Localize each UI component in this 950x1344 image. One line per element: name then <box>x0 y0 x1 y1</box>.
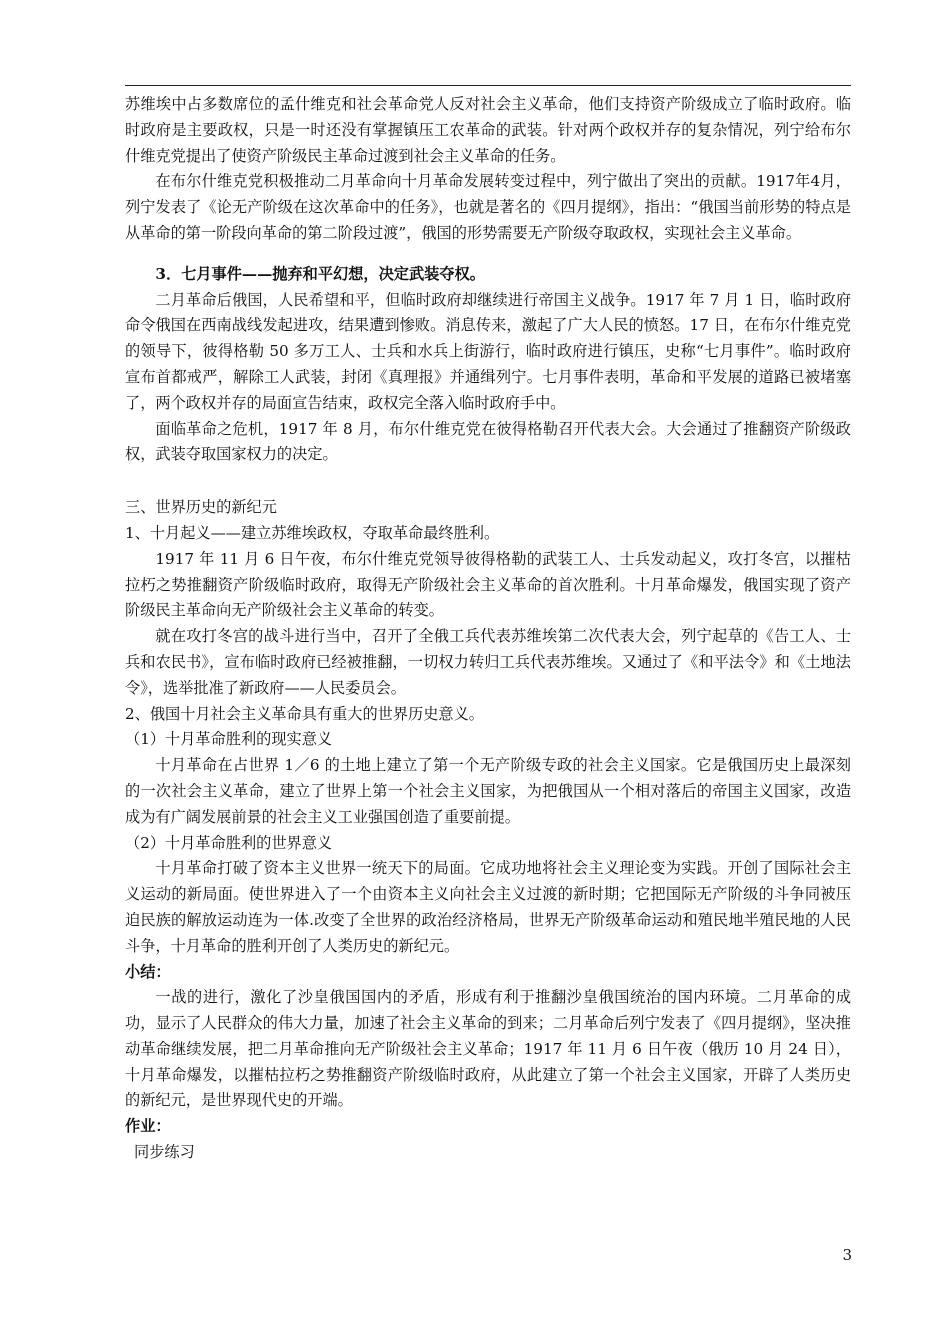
page-number: 3 <box>842 1246 852 1264</box>
document-body <box>125 92 851 1166</box>
paragraph-party-congress: 面临革命之危机，1917 年 8 月，布尔什维克党在彼得格勒召开代表大会。大会通过了推翻资产阶级政权，武装夺取国家权力的决定。 <box>125 419 851 464</box>
paragraph-soviet-congress: 就在攻打冬宫的战斗进行当中，召开了全俄工兵代表苏维埃第二次代表大会，列宁起草的《告工人、士兵和农民书》，宣布临时政府已经被推翻，一切权力转归工兵代表苏维埃。又通过了《和平法令》和《土地法令》，选举批准了新政府——人民委员会。 <box>125 627 851 697</box>
header-rule <box>125 85 851 86</box>
subheading-world-significance: 2、俄国十月社会主义革命具有重大的世界历史意义。 <box>125 704 484 723</box>
homework-heading: 作业： <box>125 1117 171 1136</box>
paragraph-april-theses: 在布尔什维克党积极推动二月革命向十月革命发展转变过程中，列宁做出了突出的贡献。1917年4月，列宁发表了《论无产阶级在这次革命中的任务》，也就是著名的《四月提纲》，指出：“俄国当前形势的特点是从革命的第一阶段向革命的第二阶段过渡”，俄国的形势需要无产阶级夺取政权，实现社会主义革命。 <box>125 172 851 242</box>
paragraph-soviet-dual-power: 苏维埃中占多数席位的孟什维克和社会革命党人反对社会主义革命，他们支持资产阶级成立了临时政府。临时政府是主要政权，只是一时还没有掌握镇压工农革命的武装。针对两个政权并存的复杂情况，列宁给布尔什维克党提出了使资产阶级民主革命过渡到社会主义革命的任务。 <box>125 95 851 165</box>
subheading-global-significance: （2）十月革命胜利的世界意义 <box>125 833 333 852</box>
subheading-october-uprising: 1、十月起义——建立苏维埃政权，夺取革命最终胜利。 <box>125 523 500 542</box>
section-heading-new-era: 三、世界历史的新纪元 <box>125 498 277 517</box>
paragraph-global-significance: 十月革命打破了资本主义世界一统天下的局面。它成功地将社会主义理论变为实践。开创了国际社会主义运动的新局面。使世界进入了一个由资本主义向社会主义过渡的新时期；它把国际无产阶级的斗争同被压迫民族的解放运动连为一体.改变了全世界的政治经济格局，世界无产阶级革命运动和殖民地半殖民地的人民斗争，十月革命的胜利开创了人类历史的新纪元。 <box>125 859 851 955</box>
paragraph-july-days: 二月革命后俄国，人民希望和平，但临时政府却继续进行帝国主义战争。1917 年 7 月 1 日，临时政府命令俄国在西南战线发起进攻，结果遭到惨败。消息传来，激起了广大人民的愤怒。17 日，在布尔什维克党的领导下，彼得格勒 50 多万工人、士兵和水兵上街游行，临时政府进行镇压，史称“七月事件”。临时政府宣布首都戒严，解除工人武装，封闭《真理报》并通缉列宁。七月事件表明，革命和平发展的道路已被堵塞了，两个政权并存的局面宣告结束，政权完全落入临时政府手中。 <box>125 290 851 412</box>
subheading-practical-significance: （1）十月革命胜利的现实意义 <box>125 730 333 749</box>
paragraph-summary: 一战的进行，激化了沙皇俄国国内的矛盾，形成有利于推翻沙皇俄国统治的国内环境。二月革命的成功，显示了人民群众的伟大力量，加速了社会主义革命的到来；二月革命后列宁发表了《四月提纲》，坚决推动革命继续发展，把二月革命推向无产阶级社会主义革命；1917 年 11 月 6 日午夜（俄历 10 月 24 日），十月革命爆发，以摧枯拉朽之势推翻资产阶级临时政府，从此建立了第一个社会主义国家，开辟了人类历史的新纪元，是世界现代史的开端。 <box>125 988 851 1110</box>
summary-heading: 小结： <box>125 962 171 981</box>
paragraph-practical-significance: 十月革命在占世界 1／6 的土地上建立了第一个无产阶级专政的社会主义国家。它是俄国历史上最深刻的一次社会主义革命，建立了世界上第一个社会主义国家，为把俄国从一个相对落后的帝国主义国家，改造成为有广阔发展前景的社会主义工业强国创造了重要前提。 <box>125 756 851 826</box>
paragraph-october-uprising: 1917 年 11 月 6 日午夜，布尔什维克党领导彼得格勒的武装工人、士兵发动起义，攻打冬宫，以摧枯拉朽之势推翻资产阶级临时政府，取得无产阶级社会主义革命的首次胜利。十月革命爆发，俄国实现了资产阶级民主革命向无产阶级社会主义革命的转变。 <box>125 549 851 620</box>
homework-item: 同步练习 <box>134 1143 195 1162</box>
heading-july-days: 3．七月事件——抛弃和平幻想，决定武装夺权。 <box>155 264 485 283</box>
